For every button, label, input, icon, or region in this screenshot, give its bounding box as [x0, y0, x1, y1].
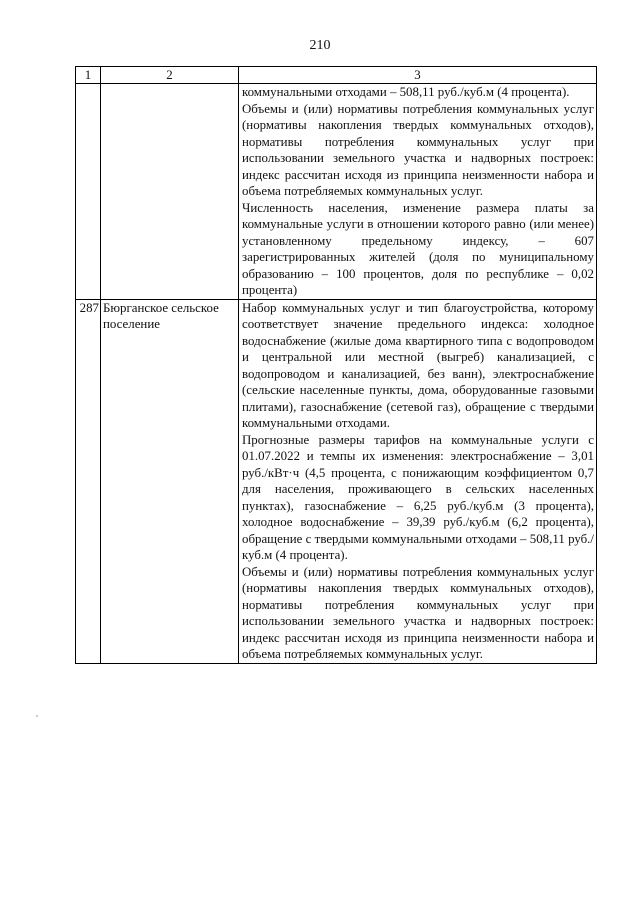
header-col-1: 1	[76, 67, 101, 84]
scan-speck	[36, 715, 38, 717]
page-number: 210	[309, 38, 331, 53]
header-row	[76, 67, 597, 84]
tariff-table	[75, 66, 597, 664]
paragraph: Набор коммунальных услуг и тип благоустройства, которому соответствует значение предельного индекса: холодное водоснабжение (жилые дома квартирного типа с водопроводом и центральной или местной (выгреб) канализацией, с водопроводом и канализацией, без ванн), электроснабжение (сельские населенные пункты, дома, оборудованные газовыми плитами), газоснабжение (сетевой газ), обращение с твердыми коммунальными отходами.	[242, 300, 594, 430]
settlement-name-cell	[101, 84, 239, 300]
paragraph: Объемы и (или) нормативы потребления коммунальных услуг (нормативы накопления твердых коммунальных отходов), нормативы потребления коммунальных услуг при использовании земельного участка и надворных построек: индекс рассчитан исходя из принципа неизменности набора и объема потребляемых коммунальных услуг.	[242, 564, 594, 661]
table-row-continuation	[76, 84, 597, 300]
row-number-cell	[76, 84, 101, 300]
paragraph: Численность населения, изменение размера платы за коммунальные услуги в отношении которого равно (или менее) установленному предельному индексу, – 607 зарегистрированных жителей (доля по муниципальному образованию – 100 процентов, доля по республике – 0,02 процента)	[242, 200, 594, 297]
paragraph: коммунальными отходами – 508,11 руб./куб.м (4 процента).	[242, 85, 570, 99]
index-description-cell	[239, 84, 597, 300]
header-col-2: 2	[101, 67, 239, 84]
index-description-cell	[239, 299, 597, 663]
settlement-name-cell: Бюрганское сельское поселение	[101, 299, 239, 663]
table-row-287	[76, 299, 597, 663]
header-col-3: 3	[239, 67, 597, 84]
row-number-cell: 287	[76, 299, 101, 663]
paragraph: Прогнозные размеры тарифов на коммунальные услуги с 01.07.2022 и темпы их изменения: электроснабжение – 3,01 руб./кВт·ч (4,5 процента, с понижающим коэффициентом 0,7 для населения, проживающего в сельских населенных пунктах), газоснабжение – 6,25 руб./куб.м (3 процента), холодное водоснабжение – 39,39 руб./куб.м (6,2 процента), обращение с твердыми коммунальными отходами – 508,11 руб./куб.м (4 процента).	[242, 432, 594, 562]
paragraph: Объемы и (или) нормативы потребления коммунальных услуг (нормативы накопления твердых коммунальных отходов), нормативы потребления коммунальных услуг при использовании земельного участка и надворных построек: индекс рассчитан исходя из принципа неизменности набора и объема потребляемых коммунальных услуг.	[242, 101, 594, 198]
